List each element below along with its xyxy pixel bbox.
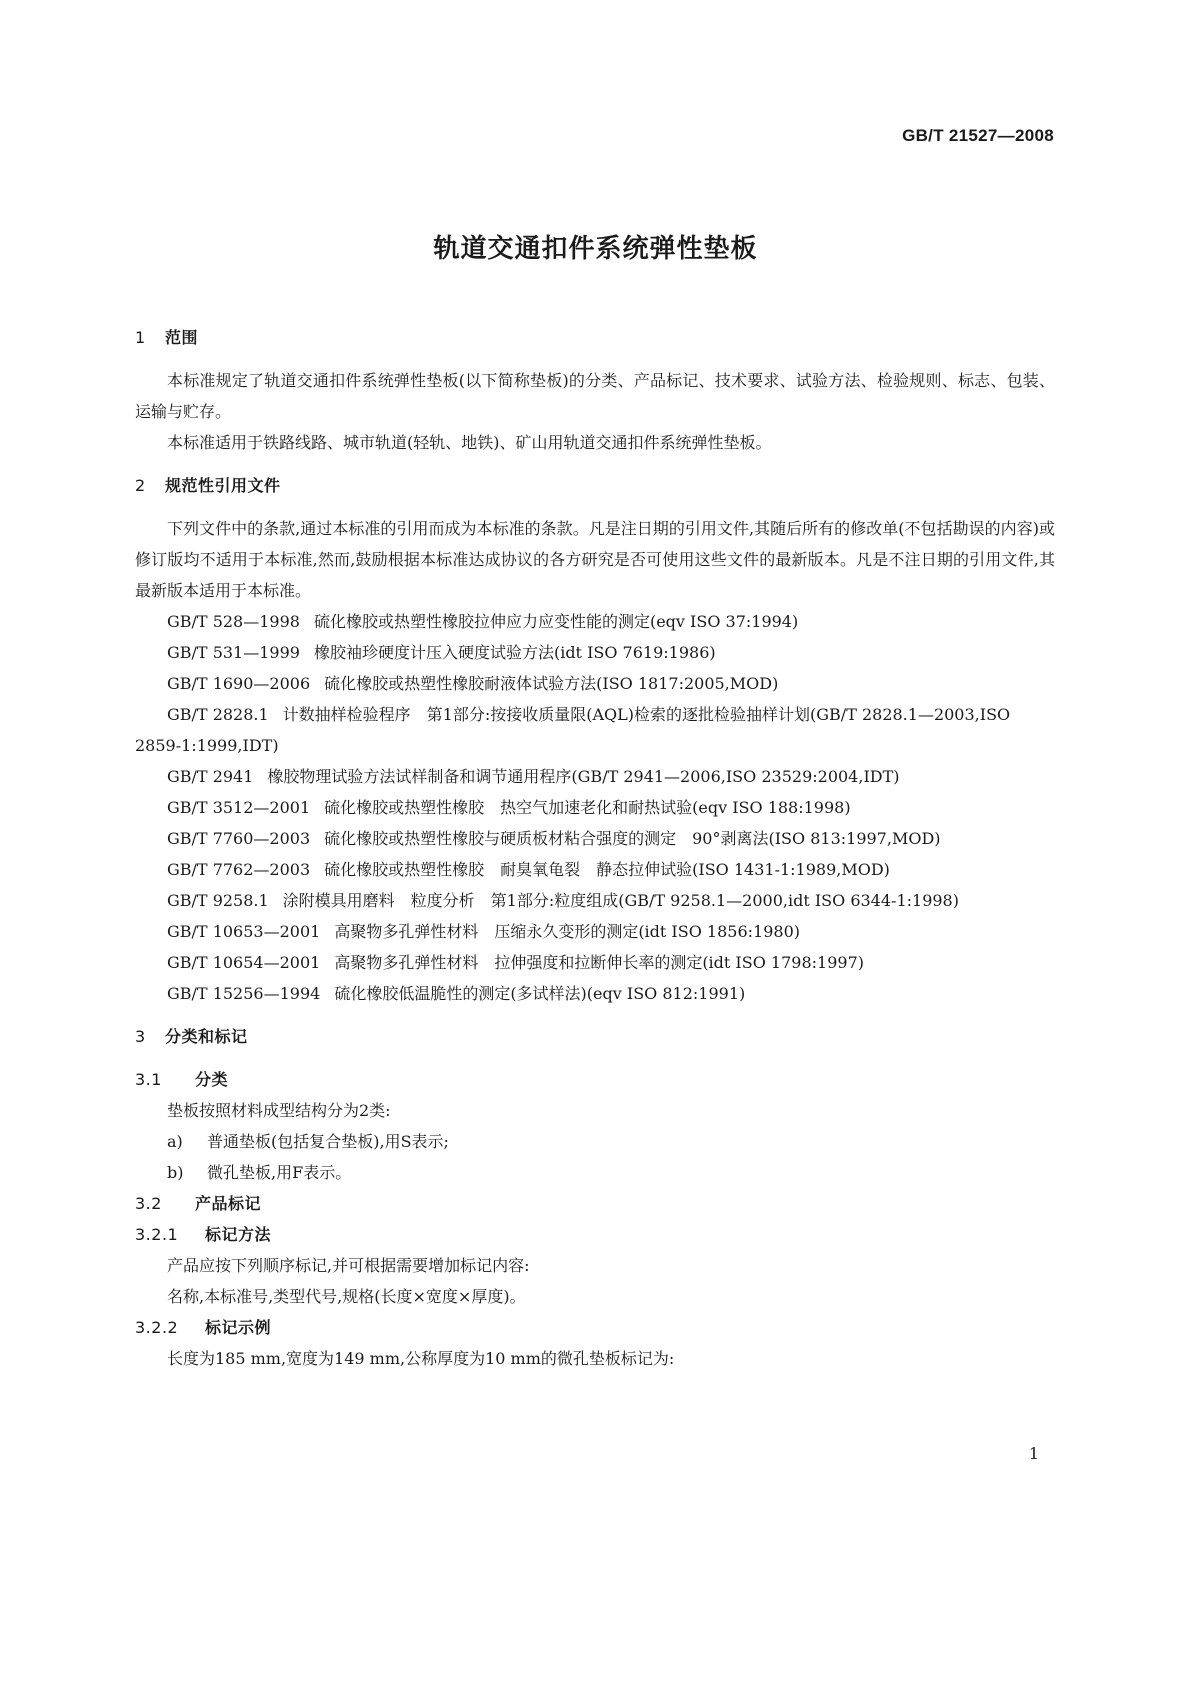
- paragraph: 长度为185 mm,宽度为149 mm,公称厚度为10 mm的微孔垫板标记为:: [167, 1349, 675, 1368]
- reference-item: [135, 606, 1055, 637]
- section-number: 2: [135, 476, 146, 495]
- reference-item: [135, 699, 1055, 761]
- section-3-heading: [135, 1021, 1055, 1052]
- reference-title: 硫化橡胶或热塑性橡胶与硬质板材粘合强度的测定 90°剥离法(ISO 813:1997,MOD): [324, 829, 941, 848]
- section-number: 3.2.2: [135, 1318, 179, 1337]
- section-title: 产品标记: [195, 1194, 262, 1213]
- section-1-heading: [135, 322, 1055, 353]
- reference-item: [135, 947, 1055, 978]
- reference-title: 高聚物多孔弹性材料 压缩永久变形的测定(idt ISO 1856:1980): [334, 922, 800, 941]
- document-title: 轨道交通扣件系统弹性垫板: [433, 234, 758, 264]
- reference-title: 橡胶物理试验方法试样制备和调节通用程序(GB/T 2941—2006,ISO 23529:2004,IDT): [267, 767, 900, 786]
- paragraph: 下列文件中的条款,通过本标准的引用而成为本标准的条款。凡是注日期的引用文件,其随后所有的修改单(不包括勘误的内容)或修订版均不适用于本标准,然而,鼓励根据本标准达成协议的各方研究是否可使用这些文件的最新版本。凡是不注日期的引用文件,其最新版本适用于本标准。: [135, 519, 1055, 600]
- reference-code: GB/T 10654—2001: [167, 953, 321, 972]
- reference-item: [135, 823, 1055, 854]
- reference-title: 高聚物多孔弹性材料 拉伸强度和拉断伸长率的测定(idt ISO 1798:1997): [334, 953, 864, 972]
- section-3-2-2-heading: [135, 1312, 1055, 1343]
- reference-code: GB/T 2941: [167, 767, 254, 786]
- paragraph: 产品应按下列顺序标记,并可根据需要增加标记内容:: [167, 1256, 530, 1275]
- reference-code: GB/T 1690—2006: [167, 674, 311, 693]
- reference-code: GB/T 15256—1994: [167, 984, 321, 1003]
- standard-number: GB/T 21527—2008: [902, 126, 1054, 145]
- paragraph: 本标准规定了轨道交通扣件系统弹性垫板(以下简称垫板)的分类、产品标记、技术要求、试验方法、检验规则、标志、包装、运输与贮存。: [135, 371, 1055, 421]
- document-body: [135, 322, 1055, 1374]
- paragraph: 垫板按照材料成型结构分为2类:: [167, 1101, 391, 1120]
- reference-title: 硫化橡胶或热塑性橡胶耐液体试验方法(ISO 1817:2005,MOD): [324, 674, 779, 693]
- reference-code: GB/T 531—1999: [167, 643, 300, 662]
- section-number: 1: [135, 328, 146, 347]
- list-text: 微孔垫板,用F表示。: [207, 1163, 352, 1182]
- reference-title: 硫化橡胶低温脆性的测定(多试样法)(eqv ISO 812:1991): [334, 984, 746, 1003]
- reference-title: 计数抽样检验程序 第1部分:按接收质量限(AQL)检索的逐批检验抽样计划(GB/T 2828.1—2003,ISO 2859-1:1999,IDT): [135, 705, 1011, 755]
- reference-code: GB/T 3512—2001: [167, 798, 311, 817]
- section-title: 范围: [165, 328, 199, 347]
- reference-code: GB/T 7762—2003: [167, 860, 311, 879]
- section-number: 3: [135, 1027, 146, 1046]
- reference-item: [135, 885, 1055, 916]
- reference-title: 硫化橡胶或热塑性橡胶 热空气加速老化和耐热试验(eqv ISO 188:1998): [324, 798, 851, 817]
- section-number: 3.2: [135, 1194, 162, 1213]
- reference-item: [135, 916, 1055, 947]
- reference-code: GB/T 9258.1: [167, 891, 269, 910]
- section-title: 分类: [195, 1070, 229, 1089]
- reference-title: 橡胶袖珍硬度计压入硬度试验方法(idt ISO 7619:1986): [313, 643, 716, 662]
- section-number: 3.2.1: [135, 1225, 179, 1244]
- reference-item: [135, 761, 1055, 792]
- section-title: 标记示例: [205, 1318, 272, 1337]
- page-number: 1: [1028, 1444, 1039, 1463]
- section-3-1-heading: [135, 1064, 1055, 1095]
- reference-title: 硫化橡胶或热塑性橡胶拉伸应力应变性能的测定(eqv ISO 37:1994): [313, 612, 799, 631]
- section-3-2-heading: [135, 1188, 1055, 1219]
- reference-title: 涂附模具用磨料 粒度分析 第1部分:粒度组成(GB/T 9258.1—2000,idt ISO 6344-1:1998): [282, 891, 959, 910]
- list-item: [135, 1157, 1055, 1188]
- section-2-heading: [135, 470, 1055, 501]
- section-title: 分类和标记: [165, 1027, 248, 1046]
- reference-code: GB/T 2828.1: [167, 705, 269, 724]
- list-label: a): [167, 1132, 183, 1151]
- list-item: [135, 1126, 1055, 1157]
- section-title: 规范性引用文件: [165, 476, 281, 495]
- section-3-2-1-heading: [135, 1219, 1055, 1250]
- list-label: b): [167, 1163, 184, 1182]
- reference-item: [135, 978, 1055, 1009]
- reference-item: [135, 637, 1055, 668]
- reference-code: GB/T 7760—2003: [167, 829, 311, 848]
- reference-code: GB/T 10653—2001: [167, 922, 321, 941]
- reference-title: 硫化橡胶或热塑性橡胶 耐臭氧龟裂 静态拉伸试验(ISO 1431-1:1989,MOD): [324, 860, 890, 879]
- list-text: 普通垫板(包括复合垫板),用S表示;: [207, 1132, 449, 1151]
- reference-item: [135, 854, 1055, 885]
- reference-code: GB/T 528—1998: [167, 612, 300, 631]
- paragraph: 名称,本标准号,类型代号,规格(长度×宽度×厚度)。: [167, 1287, 526, 1306]
- reference-item: [135, 668, 1055, 699]
- reference-item: [135, 792, 1055, 823]
- paragraph: 本标准适用于铁路线路、城市轨道(轻轨、地铁)、矿山用轨道交通扣件系统弹性垫板。: [167, 433, 772, 452]
- section-number: 3.1: [135, 1070, 162, 1089]
- section-title: 标记方法: [205, 1225, 272, 1244]
